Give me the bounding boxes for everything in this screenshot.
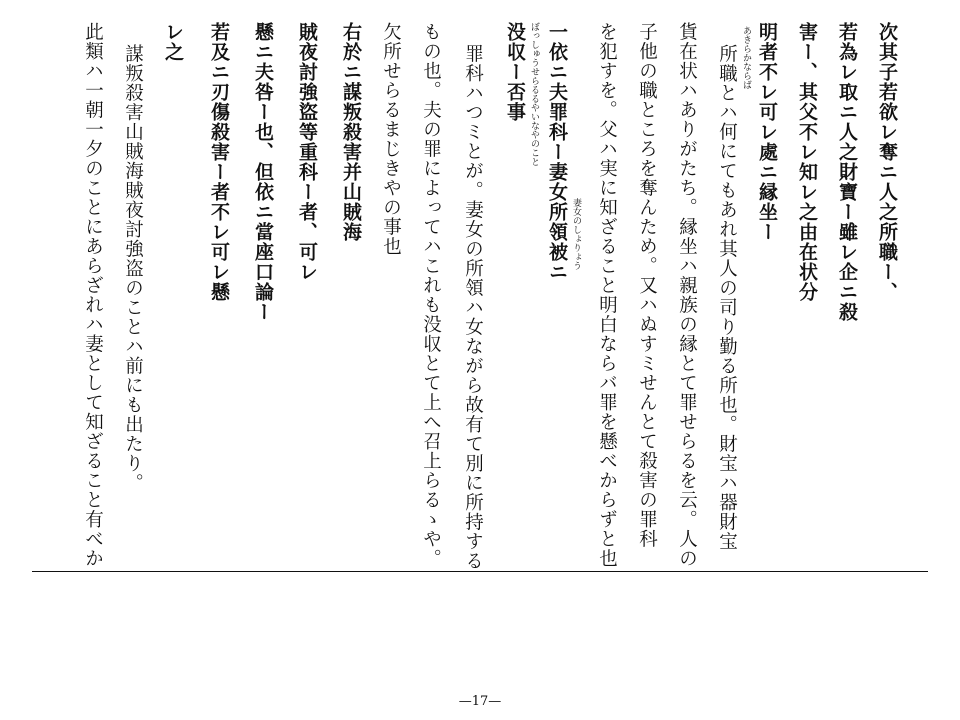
footer-divider xyxy=(32,571,928,572)
text-column-9: 一依ニ夫罪科ー妻女所領被ニ xyxy=(546,22,568,282)
text-column-3: 害ー、其父不レ知レ之由在状分 xyxy=(796,22,818,302)
text-column-7: 子他の職ところを奪んため。又ハぬすミせんとて殺害の罪科 xyxy=(636,22,658,549)
text-column-10: 没収ー否事 xyxy=(504,22,526,122)
text-column-2: 若為レ取ニ人之財寶ー雖レ企ニ殺 xyxy=(836,22,858,322)
text-column-4: 明者不レ可レ處ニ縁坐ー xyxy=(756,22,778,242)
text-column-14: 右於ニ謀叛殺害并山賊海 xyxy=(340,22,362,242)
text-column-6: 貨在状ハありがたち。縁坐ハ親族の縁とて罪せらるを云。人の xyxy=(676,22,698,568)
text-column-5: 所職とハ何にてもあれ其人の司り勤る所也。財宝ハ器財宝 xyxy=(716,44,738,551)
page-number: —17— xyxy=(458,694,502,709)
text-column-8: を犯すを。父ハ実に知ざること明白ならバ罪を懸べからずと也 xyxy=(596,22,618,568)
text-column-1: 次其子若欲レ奪ニ人之所職ー、 xyxy=(876,22,898,302)
text-column-11: 罪科ハつミとが。妻女の所領ハ女ながら故有て別に所持する xyxy=(462,44,484,571)
text-column-16: 懸ニ夫咎ー也、但依ニ當座口論ー xyxy=(252,22,274,322)
text-column-15: 賊夜討強盜等重科ー者、可レ xyxy=(296,22,318,282)
text-column-12: もの也。夫の罪によってハこれも没収とて上へ召上らるゝや。 xyxy=(420,22,442,568)
furigana-gloss-saijo-no-shoryo: 妻女のしょりょう xyxy=(571,198,581,270)
text-column-18: レ之 xyxy=(162,22,184,62)
text-column-20: 此類ハ一朝一夕のことにあらざれハ妻として知ざること有べか xyxy=(82,22,104,568)
text-column-13: 欠所せらるまじきやの事也 xyxy=(380,22,402,256)
text-column-17: 若及ニ刃傷殺害ー者不レ可レ懸 xyxy=(208,22,230,302)
text-column-19: 謀叛殺害山賊海賊夜討強盗のことハ前にも出たり。 xyxy=(122,44,144,493)
furigana-gloss-bosshu: ぼっしゅうせらるるやいなやのこと xyxy=(529,22,539,166)
furigana-gloss-akirakanaraba: あきらかならば xyxy=(741,26,751,89)
